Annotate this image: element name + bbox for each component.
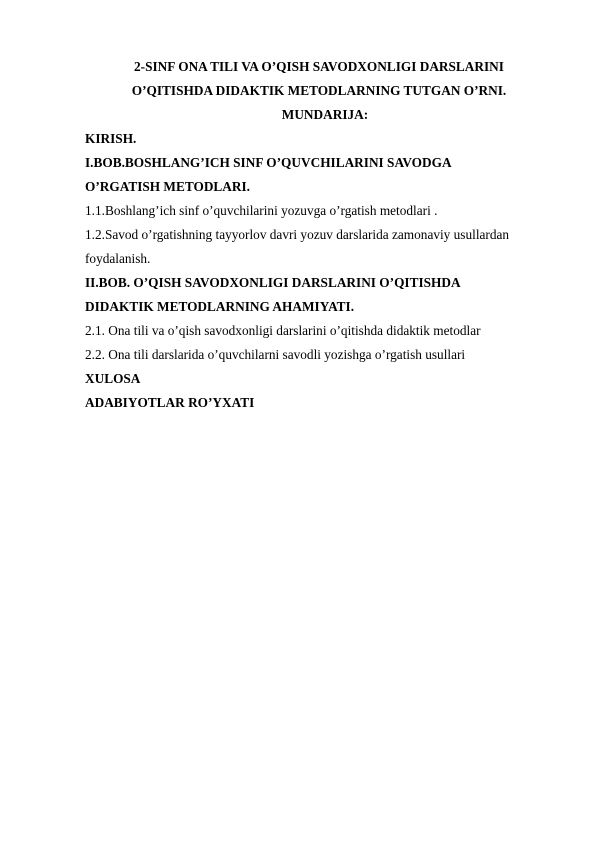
contents-heading: MUNDARIJA: [281,107,369,122]
toc-chapter-2-line-1: II.BOB. O’QISH SAVODXONLIGI DARSLARINI O’QITISHDA [85,275,461,290]
toc-chapter-1-line-1: I.BOB.BOSHLANG’ICH SINF O’QUVCHILARINI SAVODGA [85,155,452,170]
toc-section-1-2-line-2: foydalanish. [85,251,151,266]
toc-conclusion: XULOSA [85,371,141,386]
toc-chapter-2-line-2: DIDAKTIK METODLARNING AHAMIYATI. [85,299,355,314]
toc-section-1-1: 1.1.Boshlang’ich sinf o’quvchilarini yozuvga o’rgatish metodlari . [85,203,438,218]
document-title-line-1: 2-SINF ONA TILI VA O’QISH SAVODXONLIGI DARSLARINI [134,59,504,74]
toc-references: ADABIYOTLAR RO’YXATI [85,395,255,410]
toc-chapter-1-line-2: O’RGATISH METODLARI. [85,179,251,194]
toc-section-2-2: 2.2. Ona tili darslarida o’quvchilarni savodli yozishga o’rgatish usullari [85,347,466,362]
toc-intro: KIRISH. [85,131,137,146]
document-title-line-2: O’QITISHDA DIDAKTIK METODLARNING TUTGAN O’RNI. [131,83,507,98]
toc-section-1-2-line-1: 1.2.Savod o’rgatishning tayyorlov davri yozuv darslarida zamonaviy usullardan [85,227,510,242]
toc-section-2-1: 2.1. Ona tili va o’qish savodxonligi darslarini o’qitishda didaktik metodlar [85,323,481,338]
